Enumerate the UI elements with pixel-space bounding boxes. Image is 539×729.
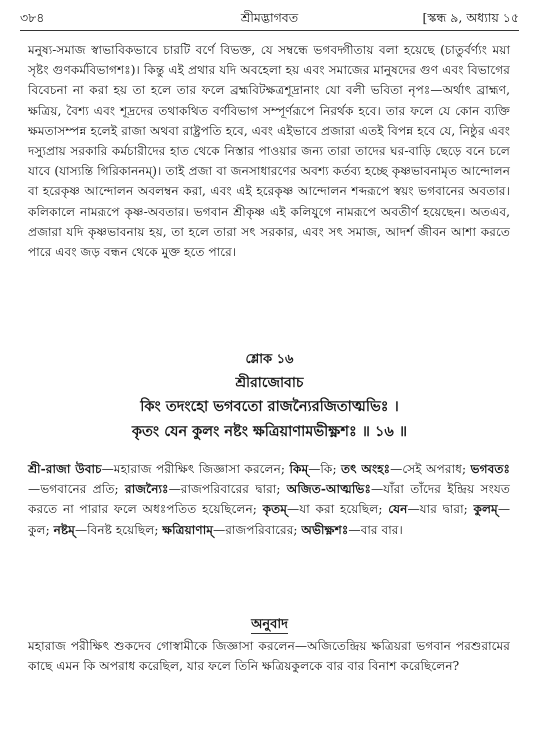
synonym-term: অভীক্ষ্ণশঃ xyxy=(301,522,349,537)
synonym-meaning: রাজপরিবারের xyxy=(225,522,294,537)
synonym-term: অজিত-আত্মভিঃ xyxy=(286,482,371,497)
translation-label: অনুবাদ xyxy=(251,617,288,632)
purport-continued: মনুষ্য-সমাজ স্বাভাবিকভাবে চারটি বর্ণে বিভক্ত, যে সম্বন্ধে ভগবদ্গীতায় বলা হয়েছে (চাতুর্বর্ণ্যং ময়া সৃষ্টং গুণকর্মবিভাগশঃ)। কিন্তু এই প্রথার যদি অবহেলা হয় এবং সমাজের মানুষদের গুণ এবং বিভাগের বিবেচনা না করা হয় তা হলে তার ফলে ব্রহ্মবিটক্ষত্রশূদ্রানাং যো বলী ভবিতা নৃপঃ—অর্থাৎ ব্রাহ্মণ, ক্ষত্রিয়, বৈশ্য এবং শূদ্রদের তথাকথিত বর্ণবিভাগ সম্পূর্ণরূপে নিরর্থক হবে। তার ফলে যে কোন ব্যক্তি ক্ষমতাসম্পন্ন হলেই রাজা অথবা রাষ্ট্রপতি হবে, এবং এইভাবে প্রজারা এতই বিপন্ন হবে যে, নিষ্ঠুর এবং দস্যুপ্রায় সরকারি কর্মচারীদের হাত থেকে নিস্তার পাওয়ার জন্য তারা তাদের ঘর-বাড়ি ছেড়ে বনে চলে যাবে (যাস্যন্তি গিরিকাননম্)। তাই প্রজা বা জনসাধারণের অবশ্য কর্তব্য হচ্ছে কৃষ্ণভাবনামৃত আন্দোলন বা হরেকৃষ্ণ আন্দোলন অবলম্বন করা, এবং এই হরেকৃষ্ণ আন্দোলন শব্দরূপে স্বয়ং ভগবানের অবতার। কলিকালে নামরূপে কৃষ্ণ-অবতার। ভগবান শ্রীকৃষ্ণ এই কলিযুগে নামরূপে অবতীর্ণ হয়েছেন। অতএব, প্রজারা যদি কৃষ্ণভাবনায় হয়, তা হলে তারা সৎ সরকার, এবং সৎ সমাজ, আদর্শ জীবন আশা করতে পারে এবং জড় বন্ধন থেকে মুক্ত হতে পারে। xyxy=(28,43,510,260)
page-number: ৩৮৪ xyxy=(20,10,45,25)
book-title: শ্রীমদ্ভাগবত xyxy=(240,10,299,25)
header-rule xyxy=(20,30,519,31)
synonym-term: রাজন্যৈঃ xyxy=(124,482,169,497)
synonym-term: শ্রী-রাজা উবাচ xyxy=(28,462,102,476)
verse-line-1: কিং তদংহো ভগবতো রাজন্যৈরজিতাত্মভিঃ । xyxy=(140,398,399,415)
chapter-reference: [স্কন্ধ ৯, অধ্যায় ১৫ xyxy=(422,10,519,25)
synonym-meaning: যাঁরা তাঁদের ইন্দ্রিয় সংযত করতে না পারার ফলে অধঃপতিত হয়েছিলেন xyxy=(28,482,510,517)
synonym-meaning: সেই অপরাধ xyxy=(402,462,462,476)
synonym-term: তৎ অংহঃ xyxy=(340,462,391,476)
translation-text: মহারাজ পরীক্ষিৎ শুকদেব গোস্বামীকে জিজ্ঞাসা করলেন—অজিতেন্দ্রিয় ক্ষত্রিয়রা ভগবান পরশুরামের কাছে এমন কি অপরাধ করেছিল, যার ফলে তিনি ক্ষত্রিয়কুলকে বার বার বিনাশ করেছিলেন? xyxy=(28,639,510,674)
synonym-term: নষ্টম্ xyxy=(53,522,75,537)
synonym-meaning: কুল xyxy=(28,522,46,537)
synonym-meaning: যার দ্বারা xyxy=(419,502,464,517)
synonym-meaning: মহারাজ পরীক্ষিৎ জিজ্ঞাসা করলেন xyxy=(113,462,281,476)
synonym-term: ভগবতঃ xyxy=(470,462,510,476)
shloka-label: শ্লোক ১৬ xyxy=(245,352,294,367)
synonym-meaning: বার বার xyxy=(360,522,399,537)
synonym-term: কৃতম্ xyxy=(262,502,288,517)
synonym-meaning: রাজপরিবারের দ্বারা xyxy=(180,482,277,497)
translation-heading xyxy=(0,615,539,636)
verse-speaker: শ্রীরাজোবাচ xyxy=(235,375,304,391)
synonym-term: কুলম্ xyxy=(473,502,498,517)
synonym-meaning: ভগবানের প্রতি xyxy=(40,482,115,497)
synonym-meaning: যা করা হয়েছিল xyxy=(299,502,379,517)
synonym-meaning: বিনষ্ট হয়েছিল xyxy=(87,522,155,537)
synonym-term: কিম্ xyxy=(289,462,309,476)
synonyms-block: শ্রী-রাজা উবাচ—মহারাজ পরীক্ষিৎ জিজ্ঞাসা করলেন; কিম্—কি; তৎ অংহঃ—সেই অপরাধ; ভগবতঃ—ভগবানের প্রতি; রাজন্যৈঃ—রাজপরিবারের দ্বারা; অজিত-আত্মভিঃ—যাঁরা তাঁদের ইন্দ্রিয় সংযত করতে না পারার ফলে অধঃপতিত হয়েছিলেন; কৃতম্—যা করা হয়েছিল; যেন—যার দ্বারা; কুলম্—কুল; নষ্টম্—বিনষ্ট হয়েছিল; ক্ষত্রিয়াণাম্—রাজপরিবারের; অভীক্ষ্ণশঃ—বার বার। xyxy=(28,462,510,537)
synonym-meaning: কি xyxy=(320,462,333,476)
synonym-term: ক্ষত্রিয়াণাম্ xyxy=(162,522,213,537)
verse-line-2: কৃতং যেন কুলং নষ্টং ক্ষত্রিয়াণামভীক্ষ্ণশঃ ॥ ১৬ ॥ xyxy=(131,423,408,440)
page-header xyxy=(20,8,519,30)
synonym-term: যেন xyxy=(388,502,408,517)
